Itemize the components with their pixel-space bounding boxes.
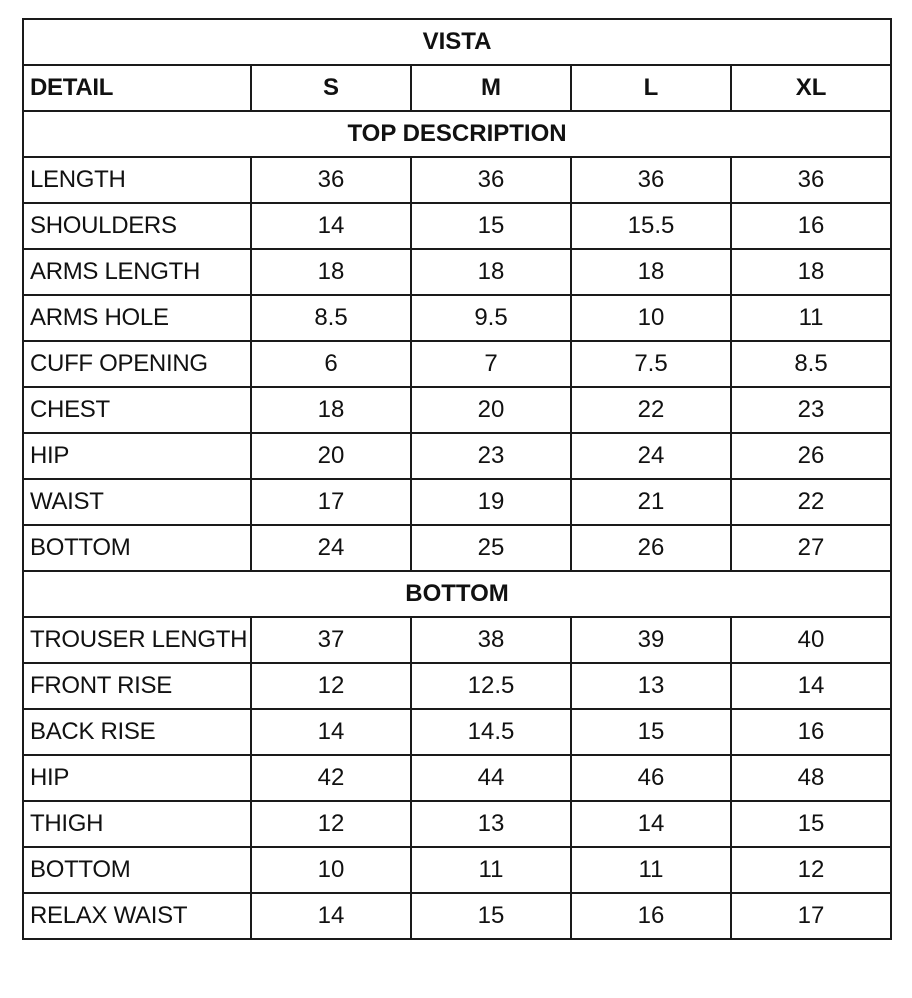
table-row: [23, 663, 891, 709]
measurement-value: 15: [571, 709, 731, 755]
measurement-value: 16: [731, 709, 891, 755]
table-row: [23, 249, 891, 295]
measurement-value: 10: [571, 295, 731, 341]
header-row: [23, 65, 891, 111]
measurement-value: 26: [571, 525, 731, 571]
measurement-value: 24: [571, 433, 731, 479]
size-header-l: L: [571, 65, 731, 111]
detail-column-header: DETAIL: [23, 65, 251, 111]
measurement-value: 46: [571, 755, 731, 801]
measurement-label: ARMS HOLE: [23, 295, 251, 341]
measurement-label: ARMS LENGTH: [23, 249, 251, 295]
section-row: [23, 111, 891, 157]
table-row: [23, 847, 891, 893]
measurement-value: 36: [251, 157, 411, 203]
measurement-value: 8.5: [731, 341, 891, 387]
table-row: [23, 203, 891, 249]
measurement-value: 12: [731, 847, 891, 893]
measurement-value: 17: [251, 479, 411, 525]
measurement-value: 14.5: [411, 709, 571, 755]
measurement-label: WAIST: [23, 479, 251, 525]
measurement-value: 20: [411, 387, 571, 433]
table-row: [23, 295, 891, 341]
table-row: [23, 709, 891, 755]
measurement-value: 7.5: [571, 341, 731, 387]
measurement-value: 44: [411, 755, 571, 801]
table-row: [23, 617, 891, 663]
measurement-value: 37: [251, 617, 411, 663]
measurement-value: 23: [411, 433, 571, 479]
measurement-label: CHEST: [23, 387, 251, 433]
measurement-value: 6: [251, 341, 411, 387]
measurement-value: 12: [251, 801, 411, 847]
table-row: [23, 341, 891, 387]
title-row: [23, 19, 891, 65]
measurement-label: CUFF OPENING: [23, 341, 251, 387]
measurement-value: 12.5: [411, 663, 571, 709]
measurement-label: SHOULDERS: [23, 203, 251, 249]
measurement-value: 7: [411, 341, 571, 387]
measurement-value: 18: [251, 249, 411, 295]
measurement-value: 22: [571, 387, 731, 433]
measurement-value: 24: [251, 525, 411, 571]
measurement-value: 15.5: [571, 203, 731, 249]
measurement-value: 14: [251, 203, 411, 249]
measurement-value: 16: [731, 203, 891, 249]
measurement-value: 14: [251, 893, 411, 939]
section-title: TOP DESCRIPTION: [23, 111, 891, 157]
section-title: BOTTOM: [23, 571, 891, 617]
measurement-value: 23: [731, 387, 891, 433]
measurement-label: HIP: [23, 755, 251, 801]
measurement-value: 17: [731, 893, 891, 939]
measurement-value: 12: [251, 663, 411, 709]
measurement-value: 21: [571, 479, 731, 525]
measurement-value: 36: [731, 157, 891, 203]
measurement-value: 14: [571, 801, 731, 847]
measurement-label: BOTTOM: [23, 847, 251, 893]
measurement-value: 42: [251, 755, 411, 801]
measurement-value: 15: [411, 893, 571, 939]
measurement-label: LENGTH: [23, 157, 251, 203]
measurement-value: 11: [411, 847, 571, 893]
section-row: [23, 571, 891, 617]
measurement-value: 15: [731, 801, 891, 847]
measurement-value: 10: [251, 847, 411, 893]
measurement-label: THIGH: [23, 801, 251, 847]
measurement-value: 13: [571, 663, 731, 709]
table-row: [23, 755, 891, 801]
measurement-label: TROUSER LENGTH: [23, 617, 251, 663]
table-row: [23, 157, 891, 203]
table-row: [23, 479, 891, 525]
measurement-value: 27: [731, 525, 891, 571]
measurement-value: 39: [571, 617, 731, 663]
measurement-label: FRONT RISE: [23, 663, 251, 709]
measurement-value: 13: [411, 801, 571, 847]
measurement-label: BACK RISE: [23, 709, 251, 755]
measurement-value: 11: [571, 847, 731, 893]
measurement-value: 9.5: [411, 295, 571, 341]
measurement-value: 18: [571, 249, 731, 295]
table-row: [23, 387, 891, 433]
measurement-label: RELAX WAIST: [23, 893, 251, 939]
table-row: [23, 433, 891, 479]
size-header-m: M: [411, 65, 571, 111]
measurement-value: 40: [731, 617, 891, 663]
measurement-value: 14: [731, 663, 891, 709]
measurement-value: 16: [571, 893, 731, 939]
table-row: [23, 801, 891, 847]
measurement-value: 25: [411, 525, 571, 571]
measurement-value: 26: [731, 433, 891, 479]
measurement-value: 19: [411, 479, 571, 525]
measurement-value: 38: [411, 617, 571, 663]
table-row: [23, 525, 891, 571]
measurement-value: 18: [731, 249, 891, 295]
measurement-value: 22: [731, 479, 891, 525]
measurement-label: HIP: [23, 433, 251, 479]
measurement-value: 20: [251, 433, 411, 479]
measurement-value: 18: [411, 249, 571, 295]
measurement-value: 11: [731, 295, 891, 341]
measurement-value: 36: [571, 157, 731, 203]
measurement-label: BOTTOM: [23, 525, 251, 571]
measurement-value: 48: [731, 755, 891, 801]
size-header-s: S: [251, 65, 411, 111]
measurement-value: 36: [411, 157, 571, 203]
measurement-value: 18: [251, 387, 411, 433]
table-title: VISTA: [23, 19, 891, 65]
table-row: [23, 893, 891, 939]
size-chart-body: [23, 19, 891, 939]
measurement-value: 8.5: [251, 295, 411, 341]
measurement-value: 15: [411, 203, 571, 249]
size-header-xl: XL: [731, 65, 891, 111]
size-chart-table: [22, 18, 892, 940]
measurement-value: 14: [251, 709, 411, 755]
